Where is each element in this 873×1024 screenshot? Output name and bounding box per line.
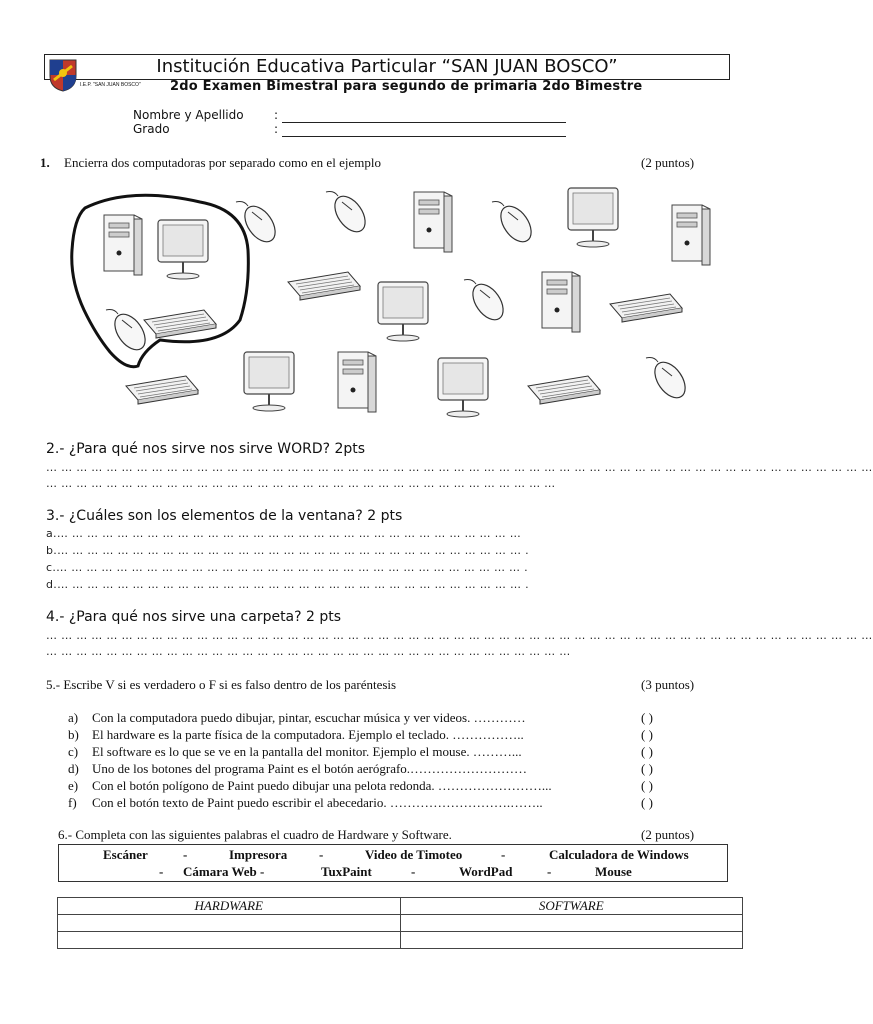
hardware-header: HARDWARE: [58, 898, 401, 915]
name-label: Nombre y Apellido: [133, 108, 244, 122]
word-bank-separator: -: [411, 864, 416, 879]
word-bank-separator: -: [547, 864, 552, 879]
hardware-software-table: [57, 897, 743, 949]
q2-answer-line-1[interactable]: … … … … … … … … … … … … … … … … … … … … … … … … … … … … … … … … … … … … … … … … … … … … … … … … … … … … … … …: [46, 461, 873, 474]
q5-item-d: d) Uno de los botones del programa Paint es el botón aerógrafo.………………………: [68, 761, 528, 776]
q1-points: (2 puntos): [641, 155, 695, 170]
word-bank-item: Calculadora de Windows: [549, 847, 689, 862]
name-colon: :: [274, 108, 279, 122]
word-bank-item: TuxPaint: [321, 864, 372, 879]
q3-item-b[interactable]: b.… … … … … … … … … … … … … … … … … … … … … … … … … … … … … … … .: [46, 544, 529, 557]
word-bank-separator: -: [319, 847, 324, 862]
header-box: [44, 54, 730, 80]
word-bank-item: Escáner: [103, 847, 148, 862]
q3-item-c[interactable]: c.… … … … … … … … … … … … … … … … … … … … … … … … … … … … … … … .: [46, 561, 528, 574]
q5-item-a: a) Con la computadora puedo dibujar, pintar, escuchar música y ver videos. …………: [68, 710, 526, 725]
word-bank-item: Cámara Web -: [183, 864, 265, 879]
q2-answer-line-2[interactable]: … … … … … … … … … … … … … … … … … … … … … … … … … … … … … … … … … …: [46, 477, 556, 490]
word-bank-box: [58, 844, 728, 882]
software-cell[interactable]: [400, 932, 743, 949]
grade-label: Grado: [133, 122, 170, 136]
exam-subtitle: 2do Examen Bimestral para segundo de primaria 2do Bimestre: [170, 79, 643, 94]
grade-colon: :: [274, 122, 279, 136]
q5-answer-f[interactable]: ( ): [641, 795, 653, 810]
q4-answer-line-2[interactable]: … … … … … … … … … … … … … … … … … … … … … … … … … … … … … … … … … … …: [46, 645, 571, 658]
q4-text: 4.- ¿Para qué nos sirve una carpeta? 2 pts: [46, 609, 342, 625]
q5-item-f: f) Con el botón texto de Paint puedo escribir el abecedario. ……………………….……..: [68, 795, 543, 810]
q2-text: 2.- ¿Para qué nos sirve nos sirve WORD? 2pts: [46, 441, 366, 457]
q5-item-b: b) El hardware es la parte física de la computadora. Ejemplo el teclado. ……………..: [68, 727, 524, 742]
word-bank-separator: -: [159, 864, 164, 879]
q5-item-e: e) Con el botón polígono de Paint puedo dibujar una pelota redonda. ……………………...: [68, 778, 552, 793]
table-row: [58, 932, 743, 949]
hardware-cell[interactable]: [58, 932, 401, 949]
word-bank-separator: -: [501, 847, 506, 862]
hardware-cell[interactable]: [58, 915, 401, 932]
q3-text: 3.- ¿Cuáles son los elementos de la ventana? 2 pts: [46, 508, 403, 524]
q3-item-d[interactable]: d.… … … … … … … … … … … … … … … … … … … … … … … … … … … … … … … .: [46, 578, 529, 591]
word-bank-item: WordPad: [459, 864, 513, 879]
table-header-row: [58, 898, 743, 915]
q5-answer-d[interactable]: ( ): [641, 761, 653, 776]
school-logo: [48, 58, 78, 92]
q6-text: 6.- Completa con las siguientes palabras el cuadro de Hardware y Software.: [58, 827, 452, 842]
q5-text: 5.- Escribe V si es verdadero o F si es falso dentro de los paréntesis: [46, 677, 397, 692]
word-bank-separator: -: [183, 847, 188, 862]
q4-answer-line-1[interactable]: … … … … … … … … … … … … … … … … … … … … … … … … … … … … … … … … … … … … … … … … … … … … … … … … … … … … … … …: [46, 629, 873, 642]
table-row: [58, 915, 743, 932]
q1-text: Encierra dos computadoras por separado como en el ejemplo: [64, 155, 381, 170]
q3-item-a[interactable]: a.… … … … … … … … … … … … … … … … … … … … … … … … … … … … … … …: [46, 527, 522, 540]
q5-answer-c[interactable]: ( ): [641, 744, 653, 759]
q6-points: (2 puntos): [641, 827, 695, 842]
q5-points: (3 puntos): [641, 677, 695, 692]
q5-answer-b[interactable]: ( ): [641, 727, 653, 742]
q5-item-c: c) El software es lo que se ve en la pantalla del monitor. Ejemplo el mouse. ………...: [68, 744, 522, 759]
software-cell[interactable]: [400, 915, 743, 932]
word-bank-item: Video de Timoteo: [365, 847, 463, 862]
school-title: Institución Educativa Particular “SAN JUAN BOSCO”: [156, 56, 618, 77]
software-header: SOFTWARE: [400, 898, 743, 915]
q1-number: 1.: [40, 155, 50, 170]
word-bank-item: Impresora: [229, 847, 288, 862]
name-field[interactable]: [282, 122, 566, 123]
grade-field[interactable]: [282, 136, 566, 137]
computer-parts-illustration: [40, 180, 730, 430]
logo-caption: I.E.P. "SAN JUAN BOSCO": [80, 82, 141, 88]
q5-answer-e[interactable]: ( ): [641, 778, 653, 793]
word-bank-item: Mouse: [595, 864, 632, 879]
q5-answer-a[interactable]: ( ): [641, 710, 653, 725]
